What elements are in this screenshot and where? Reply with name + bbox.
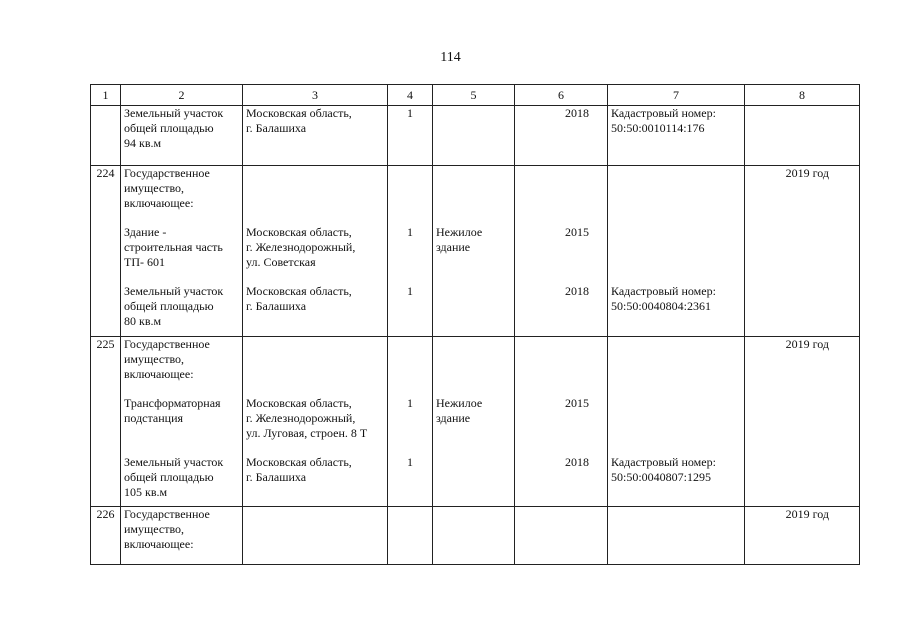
item-period [745, 106, 860, 166]
header-row [91, 85, 860, 106]
col-header-5: 5 [433, 85, 515, 106]
property-register-table [90, 84, 860, 565]
col-header-7: 7 [608, 85, 745, 106]
row-number: 225 [91, 336, 121, 382]
item-note: Кадастровый номер: 50:50:0010114:176 [608, 106, 745, 166]
item-quantity: 1 [388, 455, 433, 507]
item-quantity: 1 [388, 396, 433, 441]
item-address: Московская область, г. Балашиха [243, 284, 388, 336]
item-note: Кадастровый номер: 50:50:0040804:2361 [608, 284, 745, 336]
col-header-2: 2 [121, 85, 243, 106]
item-quantity: 1 [388, 106, 433, 166]
col-header-1: 1 [91, 85, 121, 106]
item-type [433, 106, 515, 166]
group-title: Государственное имущество, включающее: [121, 336, 243, 382]
page-number: 114 [440, 50, 461, 65]
table-row [91, 225, 860, 270]
row-number: 226 [91, 507, 121, 565]
group-period: 2019 год [745, 166, 860, 212]
group-period: 2019 год [745, 336, 860, 382]
table-row [91, 507, 860, 565]
item-name: Трансформаторная подстанция [121, 396, 243, 441]
group-period: 2019 год [745, 507, 860, 565]
item-name: Здание - строительная часть ТП- 601 [121, 225, 243, 270]
group-title: Государственное имущество, включающее: [121, 507, 243, 565]
table-row [91, 441, 860, 455]
item-year: 2015 [515, 396, 608, 441]
item-quantity: 1 [388, 225, 433, 270]
item-note: Кадастровый номер: 50:50:0040807:1295 [608, 455, 745, 507]
table-row [91, 211, 860, 225]
item-quantity: 1 [388, 284, 433, 336]
col-header-4: 4 [388, 85, 433, 106]
item-name: Земельный участок общей площадью 105 кв.м [121, 455, 243, 507]
item-type: Нежилое здание [433, 225, 515, 270]
col-header-6: 6 [515, 85, 608, 106]
row-number: 224 [91, 166, 121, 212]
col-header-8: 8 [745, 85, 860, 106]
item-address: Московская область, г. Железнодорожный, ул. Луговая, строен. 8 Т [243, 396, 388, 441]
item-type: Нежилое здание [433, 396, 515, 441]
item-name: Земельный участок общей площадью 80 кв.м [121, 284, 243, 336]
row-number [91, 106, 121, 166]
table-row [91, 396, 860, 441]
table-row [91, 382, 860, 396]
table-row [91, 455, 860, 507]
table-row [91, 336, 860, 382]
item-name: Земельный участок общей площадью 94 кв.м [121, 106, 243, 166]
item-year: 2018 [515, 455, 608, 507]
table-row [91, 106, 860, 166]
group-title: Государственное имущество, включающее: [121, 166, 243, 212]
table-row [91, 284, 860, 336]
item-year: 2018 [515, 106, 608, 166]
table-row [91, 166, 860, 212]
item-year: 2015 [515, 225, 608, 270]
item-address: Московская область, г. Балашиха [243, 455, 388, 507]
table-row [91, 270, 860, 284]
item-address: Московская область, г. Железнодорожный, ул. Советская [243, 225, 388, 270]
item-address: Московская область, г. Балашиха [243, 106, 388, 166]
col-header-3: 3 [243, 85, 388, 106]
item-year: 2018 [515, 284, 608, 336]
